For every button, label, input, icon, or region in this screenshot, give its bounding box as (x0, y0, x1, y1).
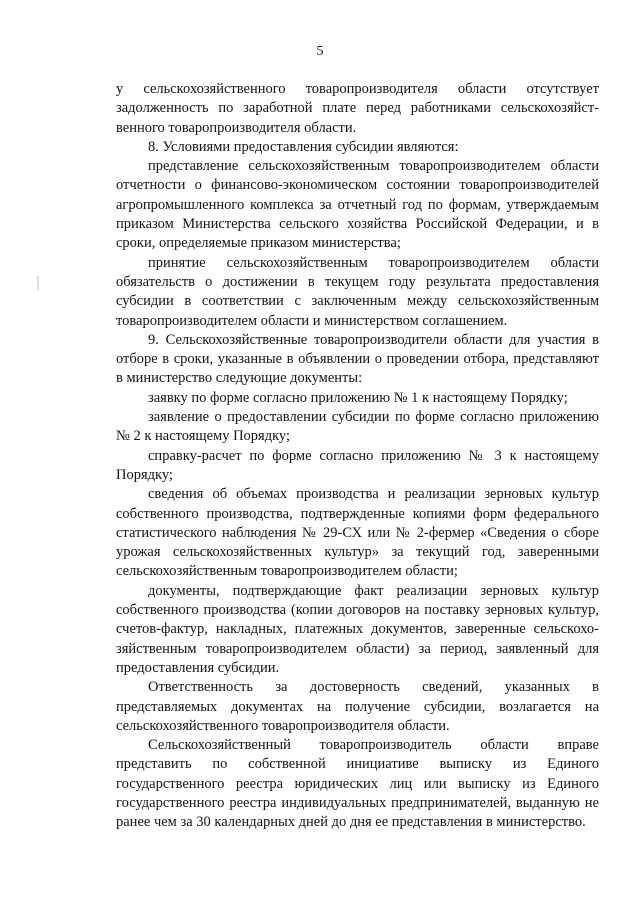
paragraph: 9. Сельскохозяйственные товаропроизводители области для участия в отборе в сроки, указанные в объявлении о проведении отбора, представляют в министерство следующие документы: (116, 331, 599, 387)
paragraph: Ответственность за достоверность сведений, указанных в представляемых документах на получение субсидии, возлагается на сельскохозяйственного товаропроизводителя области. (116, 679, 599, 734)
paragraph: документы, подтверждающие факт реализации зерновых культур собственного производства (копии договоров на поставку зерновых культур, счетов-фактур, накладных, платежных документов, заверенные сельскохозяйственным товаропроизводителем области) за период, заявленный для предоставления субсидии. (116, 582, 599, 676)
paragraph: у сельскохозяйственного товаропроизводителя области отсутствует задолженность по заработной плате перед работниками сельскохозяйственного товаропроизводителя области. (116, 81, 599, 136)
paragraph: представление сельскохозяйственным товаропроизводителем области отчетности о финансово-экономическом состоянии товаропроизводителей агропромышленного комплекса за отчетный год по формам, утверждаемым приказом Министерства сельского хозяйства Российской Федерации, и в сроки, определяемые приказом министерства; (116, 158, 599, 252)
paragraph: справку-расчет по форме согласно приложению № 3 к настоящему Порядку; (116, 447, 599, 483)
scan-artifact (37, 276, 39, 290)
page-number: 5 (316, 44, 324, 59)
document-body (116, 80, 599, 833)
paragraph: 8. Условиями предоставления субсидии являются: (148, 138, 459, 155)
paragraph: заявление о предоставлении субсидии по форме согласно приложению № 2 к настоящему Порядку; (116, 409, 599, 445)
paragraph: Сельскохозяйственный товаропроизводитель области вправе представить по собственной инициативе выписку из Единого государственного реестра юридических лиц или выписку из Единого государственного реестра индивидуальных предпринимателей, выданную не ранее чем за 30 календарных дней до дня ее представления в министерство. (116, 737, 599, 831)
paragraph: принятие сельскохозяйственным товаропроизводителем области обязательств о достижении в текущем году результата предоставления субсидии в соответствии с заключенным между сельскохозяйственным товаропроизводителем области и министерством соглашением. (116, 254, 599, 329)
paragraph: заявку по форме согласно приложению № 1 к настоящему Порядку; (148, 389, 568, 406)
paragraph: сведения об объемах производства и реализации зерновых культур собственного производства, подтвержденные копиями форм федерального статистического наблюдения № 29-СХ или № 2-фермер «Сведения о сборе урожая сельскохозяйственных культур» за текущий год, заверенными сельскохозяйственным товаропроизводителем области; (116, 486, 599, 580)
